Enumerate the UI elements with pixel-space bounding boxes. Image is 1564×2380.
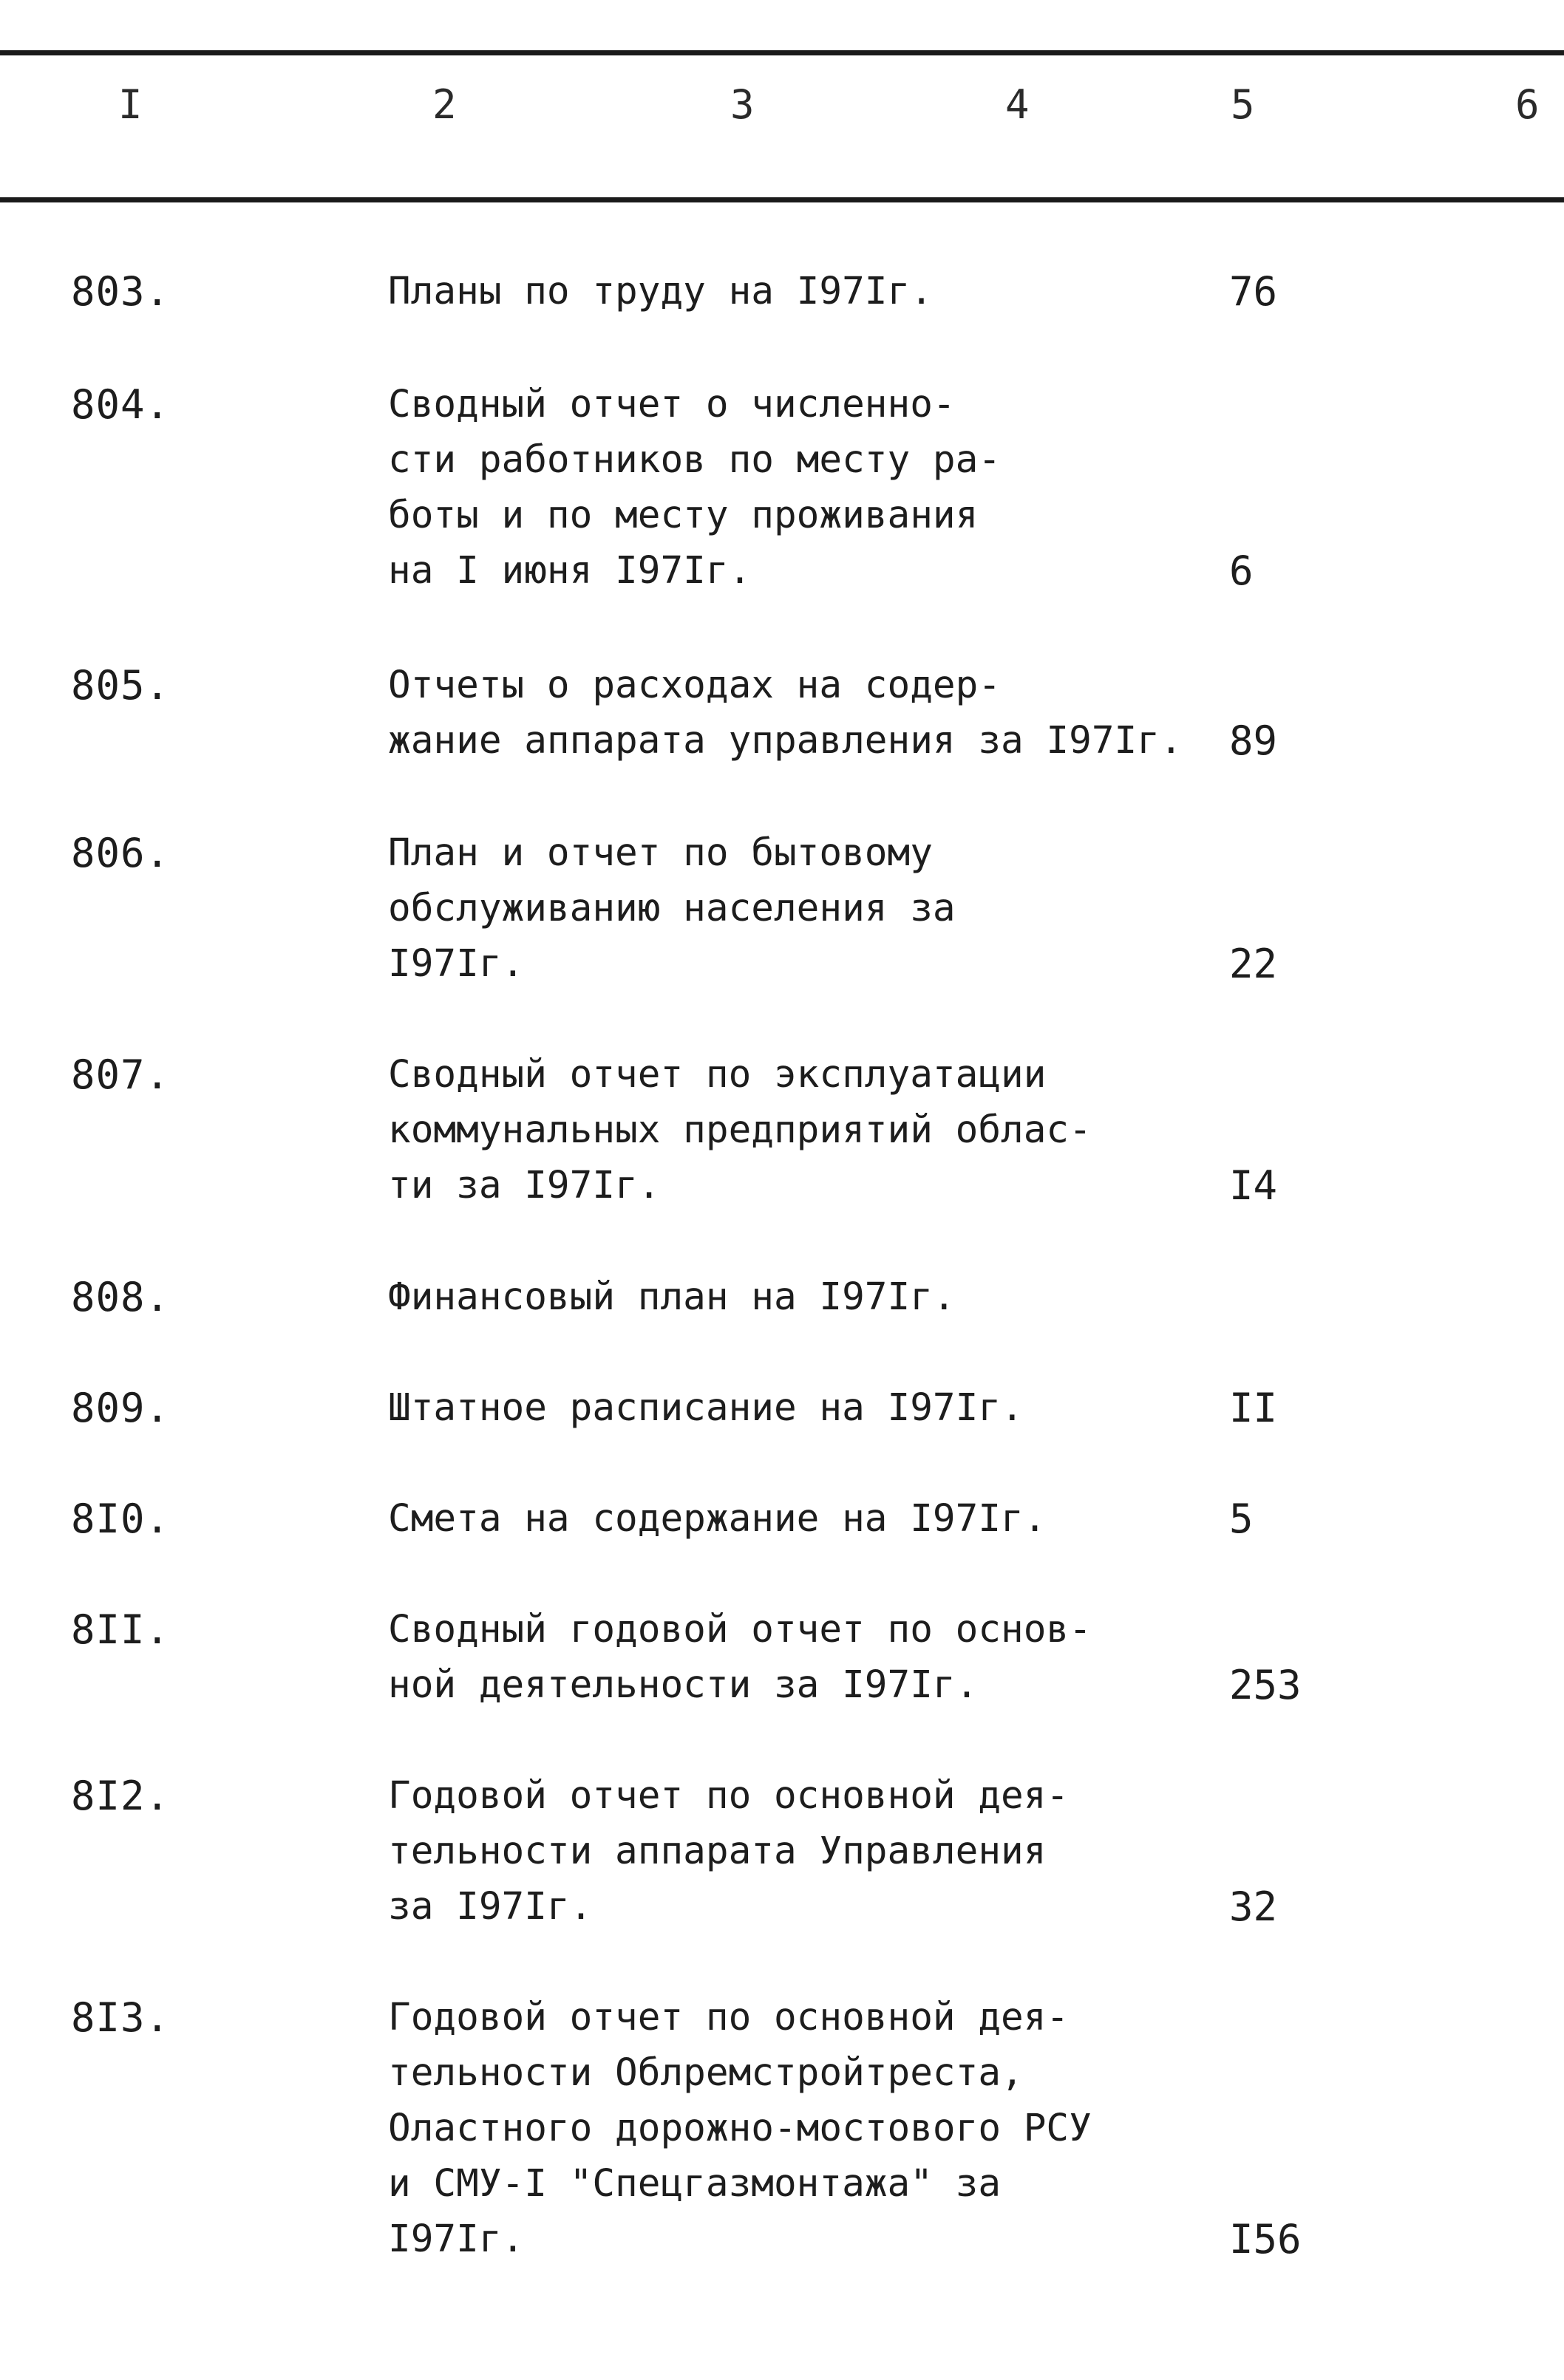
entry-sheet-count: 76 xyxy=(1229,268,1278,315)
column-number-6: 6 xyxy=(1515,81,1540,128)
entry-sheet-count: 22 xyxy=(1229,941,1278,987)
entry-title: Годовой отчет по основной дея- тельности Облремстройтреста, Оластного дорожно-мостового РСУ и СМУ-I "Спецгазмонтажа" за I97Iг. xyxy=(388,1996,1092,2261)
entry-number: 803. xyxy=(71,268,171,315)
entry-sheet-count: 32 xyxy=(1229,1883,1278,1930)
entry-sheet-count: 6 xyxy=(1229,548,1254,594)
entry-number: 805. xyxy=(71,662,171,709)
entry-title: Годовой отчет по основной дея- тельности аппарата Управления за I97Iг. xyxy=(388,1774,1070,1929)
header-bottom-rule xyxy=(0,197,1564,202)
entry-number: 806. xyxy=(71,830,171,876)
column-number-5: 5 xyxy=(1231,81,1255,128)
entry-number: 8I0. xyxy=(71,1496,171,1542)
entry-sheet-count: I56 xyxy=(1229,2216,1302,2263)
entry-number: 809. xyxy=(71,1385,171,1431)
column-number-1: I xyxy=(118,81,143,128)
entry-sheet-count: 89 xyxy=(1229,717,1278,764)
column-number-3: 3 xyxy=(730,81,755,128)
entry-number: 807. xyxy=(71,1051,171,1098)
entry-title: Сводный отчет о численно- сти работников по месту ра- боты и по месту проживания на I июня I97Iг. xyxy=(388,383,1002,593)
column-number-2: 2 xyxy=(432,81,457,128)
entry-number: 808. xyxy=(71,1274,171,1320)
entry-title: Штатное расписание на I97Iг. xyxy=(388,1386,1024,1430)
entry-title: Смета на содержание на I97Iг. xyxy=(388,1497,1047,1541)
entry-title: Финансовый план на I97Iг. xyxy=(388,1275,956,1319)
entry-title: План и отчет по бытовому обслуживанию населения за I97Iг. xyxy=(388,831,956,986)
entry-number: 804. xyxy=(71,381,171,428)
entry-number: 8I2. xyxy=(71,1773,171,1819)
column-number-4: 4 xyxy=(1005,81,1030,128)
entry-title: Сводный отчет по эксплуатации коммунальных предприятий облас- ти за I97Iг. xyxy=(388,1053,1092,1207)
entry-sheet-count: 5 xyxy=(1229,1496,1254,1542)
entry-title: Планы по труду на I97Iг. xyxy=(388,270,933,313)
entry-number: 8I3. xyxy=(71,1994,171,2041)
entry-sheet-count: II xyxy=(1229,1385,1278,1431)
entry-number: 8II. xyxy=(71,1606,171,1653)
entry-title: Отчеты о расходах на содер- жание аппарата управления за I97Iг. xyxy=(388,664,1183,763)
entry-sheet-count: I4 xyxy=(1229,1162,1278,1209)
entry-sheet-count: 253 xyxy=(1229,1662,1302,1708)
header-top-rule xyxy=(0,50,1564,55)
entry-title: Сводный годовой отчет по основ- ной деятельности за I97Iг. xyxy=(388,1608,1092,1707)
